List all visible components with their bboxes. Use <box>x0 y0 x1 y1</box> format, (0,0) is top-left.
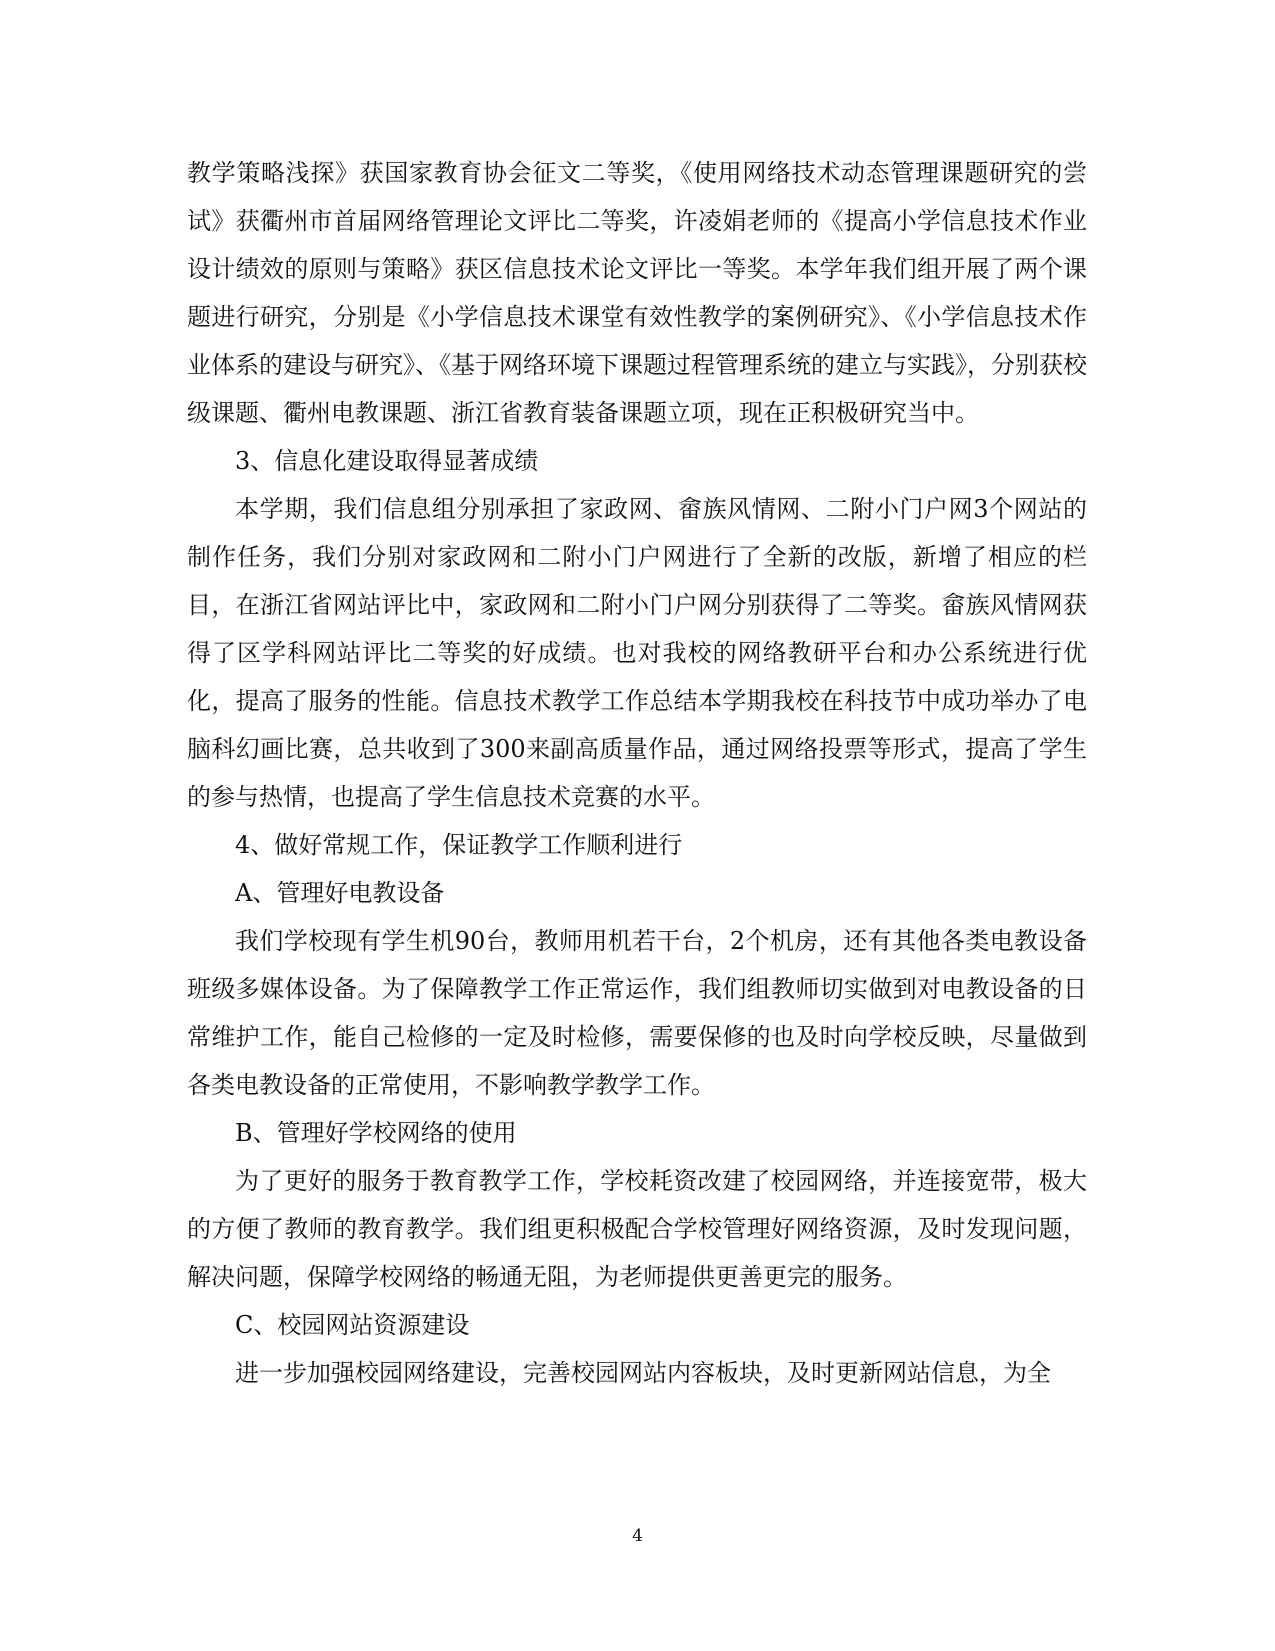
section-heading-4: 4、做好常规工作，保证教学工作顺利进行 <box>235 831 683 859</box>
paragraph: 本学期，我们信息组分别承担了家政网、畲族风情网、二附小门户网3个网站的制作任务，我们分别对家政网和二附小门户网进行了全新的改版，新增了相应的栏目，在浙江省网站评比中，家政网和二附小门户网分别获得了二等奖。畲族风情网获得了区学科网站评比二等奖的好成绩。也对我校的网络教研平台和办公系统进行优化，提高了服务的性能。信息技术教学工作总结本学期我校在科技节中成功举办了电脑科幻画比赛，总共收到了300来副高质量作品，通过网络投票等形式，提高了学生的参与热情，也提高了学生信息技术竞赛的水平。 <box>187 495 1087 811</box>
subheading-c: C、校园网站资源建设 <box>235 1311 470 1339</box>
paragraph: 进一步加强校园网络建设，完善校园网站内容板块，及时更新网站信息，为全 <box>235 1359 1051 1387</box>
document-body <box>187 149 1087 1397</box>
page-number: 4 <box>632 1526 643 1546</box>
subheading-a: A、管理好电教设备 <box>235 879 445 907</box>
paragraph-continued: 教学策略浅探》获国家教育协会征文二等奖，《使用网络技术动态管理课题研究的尝试》获衢州市首届网络管理论文评比二等奖，许凌娟老师的《提高小学信息技术作业设计绩效的原则与策略》获区信息技术论文评比一等奖。本学年我们组开展了两个课题进行研究，分别是《小学信息技术课堂有效性教学的案例研究》、《小学信息技术作业体系的建设与研究》、《基于网络环境下课题过程管理系统的建立与实践》，分别获校级课题、衢州电教课题、浙江省教育装备课题立项，现在正积极研究当中。 <box>187 159 1087 427</box>
section-heading-3: 3、信息化建设取得显著成绩 <box>235 447 539 475</box>
paragraph: 我们学校现有学生机90台，教师用机若干台，2个机房，还有其他各类电教设备班级多媒体设备。为了保障教学工作正常运作，我们组教师切实做到对电教设备的日常维护工作，能自己检修的一定及时检修，需要保修的也及时向学校反映，尽量做到各类电教设备的正常使用，不影响教学教学工作。 <box>187 927 1087 1099</box>
subheading-b: B、管理好学校网络的使用 <box>235 1119 517 1147</box>
paragraph: 为了更好的服务于教育教学工作，学校耗资改建了校园网络，并连接宽带，极大的方便了教师的教育教学。我们组更积极配合学校管理好网络资源，及时发现问题，解决问题，保障学校网络的畅通无阻，为老师提供更善更完的服务。 <box>187 1167 1087 1291</box>
